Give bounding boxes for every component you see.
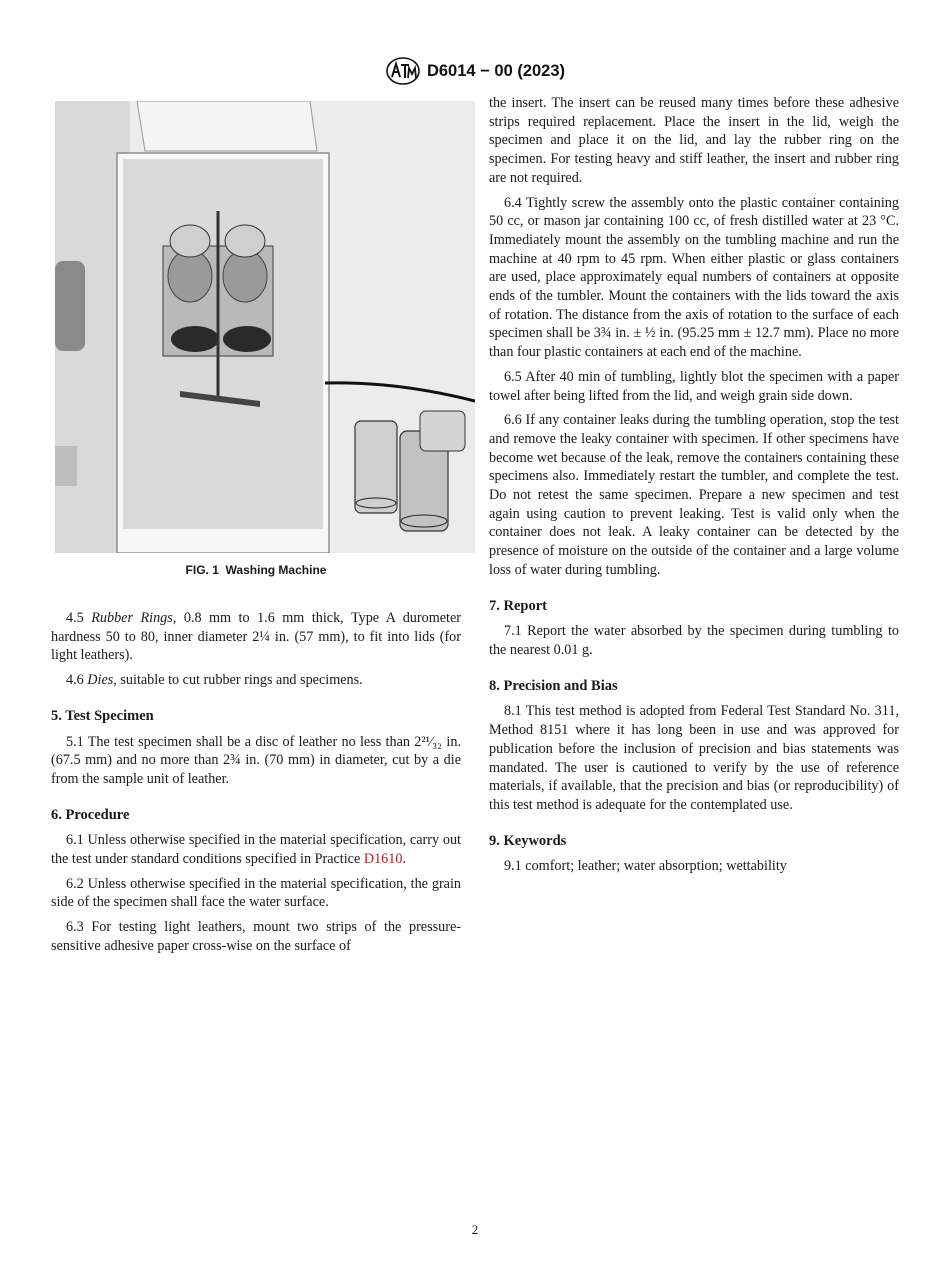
paragraph-8-1: 8.1 This test method is adopted from Federal Test Standard No. 311, Method 8151 where it has long been in use and was approved for publication before the inclusion of precision and bias statements was mandated. The user is cautioned to verify by the use of reference materials, if available, that the precision and bias (or reproducibility) of this test method is adequate for the contemplated use.	[489, 703, 899, 813]
left-column	[51, 94, 461, 962]
astm-logo-icon	[385, 56, 421, 86]
reference-link-d1610[interactable]: D1610	[363, 851, 403, 868]
paragraph-9-1: 9.1 comfort; leather; water absorption; wettability	[504, 858, 787, 875]
paragraph-6-2: 6.2 Unless otherwise specified in the material specification, the grain side of the specimen shall face the water surface.	[51, 875, 461, 911]
document-designation: D6014 − 00 (2023)	[426, 61, 566, 80]
paragraph-7-1: 7.1 Report the water absorbed by the specimen during tumbling to the nearest 0.01 g.	[489, 623, 899, 658]
paragraph-6-1: 6.1 Unless otherwise specified in the material specification, carry out the test under standard conditions specified in Practice D1610.	[51, 832, 461, 868]
section-heading-7: 7. Report	[489, 597, 547, 614]
paragraph-6-3-continued: the insert. The insert can be reused many times before these adhesive strips required replacement. Place the insert in the lid, weigh the specimen and place it on the lid, and lay the rubber ring on the specimen. For testing heavy and stiff leather, the insert and rubber ring are not required.	[489, 95, 899, 186]
paragraph-4-5: 4.5 Rubber Rings, 0.8 mm to 1.6 mm thick, Type A durometer hardness 50 to 80, inner diameter 2¼ in. (57 mm), to fit into lids (for light leathers).	[51, 610, 462, 664]
paragraph-6-5: 6.5 After 40 min of tumbling, lightly blot the specimen with a paper towel after being lifted from the lid, and weigh grain side down.	[489, 368, 899, 404]
paragraph-6-4: 6.4 Tightly screw the assembly onto the plastic container containing 50 cc, or mason jar containing 100 cc, of fresh distilled water at 23 °C. Immediately mount the assembly on the tumbling machine and run the machine at 40 rpm to 45 rpm. When either plastic or glass containers are used, place approximately equal numbers of containers at opposite ends of the tumbler. Mount the containers with the lids toward the axis of rotation. The distance from the axis of rotation to the surface of each specimen shall be 3¾ in. ± ½ in. (95.25 mm ± 12.7 mm). Place no more than four plastic containers at each end of the machine.	[489, 194, 899, 361]
section-heading-5: 5. Test Specimen	[51, 707, 154, 724]
right-column	[489, 94, 899, 882]
page-number: 2	[471, 1222, 479, 1237]
paragraph-6-3: 6.3 For testing light leathers, mount two strips of the pressure-sensitive adhesive paper cross-wise on the surface of	[51, 919, 461, 954]
section-heading-6: 6. Procedure	[51, 806, 130, 823]
page-header	[0, 56, 950, 86]
paragraph-5-1: 5.1 The test specimen shall be a disc of leather no less than 2²¹⁄₃₂ in. (67.5 mm) and no more than 2¾ in. (70 mm) in diameter, cut by a die from the sample unit of leather.	[51, 733, 461, 787]
section-heading-8: 8. Precision and Bias	[489, 677, 618, 694]
paragraph-4-6: 4.6 Dies, suitable to cut rubber rings and specimens.	[66, 672, 363, 689]
figure-label: FIG. 1	[185, 563, 219, 577]
figure-title: Washing Machine	[225, 563, 327, 577]
section-heading-9: 9. Keywords	[489, 832, 567, 849]
paragraph-6-6: 6.6 If any container leaks during the tumbling operation, stop the test and remove the leaky container with specimen. If other specimens have become wet because of the leak, remove the containers containing these specimens also. Immediately restart the tumbler, and complete the test. Do not retest the same specimen. Prepare a new specimen and test again using caution to prevent leaking. Test is valid only when the container does not leak. A leaky container can be detected by the presence of moisture on the outside of the container and a large volume loss of water during tumbling.	[489, 412, 899, 578]
